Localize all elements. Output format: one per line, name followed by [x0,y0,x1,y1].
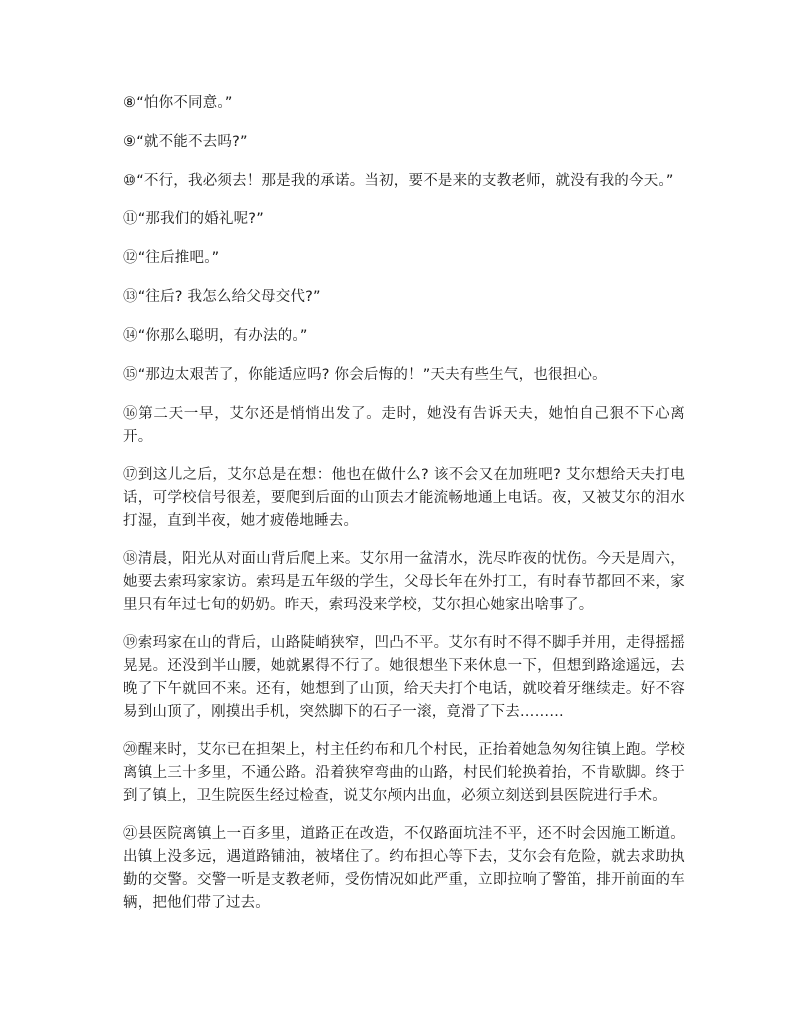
paragraph-15: ⑮“那边太艰苦了，你能适应吗? 你会后悔的！”天夫有些生气，也很担心。 [123,367,607,383]
paragraph-14: ⑭“你那么聪明，有办法的。” [123,328,308,344]
paragraph-9: ⑨“就不能不去吗?” [123,134,248,150]
paragraph-8: ⑧“怕你不同意。” [123,95,233,111]
paragraph-16: ⑯第二天一早，艾尔还是悄悄出发了。走时，她没有告诉天夫，她怕自己狠不下心离开。 [123,406,685,445]
paragraph-10: ⑩“不行，我必须去！那是我的承诺。当初，要不是来的支教老师，就没有我的今天。” [123,173,674,189]
paragraph-20: ⑳醒来时，艾尔已在担架上，村主任约布和几个村民，正抬着她急匆匆往镇上跑。学校离镇上三十多里，不通公路。沿着狭窄弯曲的山路，村民们轮换着抬，不肯歇脚。终于到了镇上，卫生院医生经过检查，说艾尔颅内出血，必须立刻送到县医院进行手术。 [123,742,685,804]
paragraph-19: ⑲索玛家在山的背后，山路陡峭狭窄，凹凸不平。艾尔有时不得不脚手并用，走得摇摇晃晃。还没到半山腰，她就累得不行了。她很想坐下来休息一下，但想到路途遥远，去晚了下午就回不来。还有，她想到了山顶，给天夫打个电话，就咬着牙继续走。好不容易到山顶了，刚摸出手机，突然脚下的石子一滚，竟滑了下去……… [123,635,685,720]
paragraph-18: ⑱清晨，阳光从对面山背后爬上来。艾尔用一盆清水，洗尽昨夜的忧伤。今天是周六，她要去索玛家家访。索玛是五年级的学生，父母长年在外打工，有时春节都回不来，家里只有年过七旬的奶奶。昨天，索玛没来学校，艾尔担心她家出啥事了。 [123,551,685,613]
document-body [123,92,685,930]
paragraph-21: ㉑县医院离镇上一百多里，道路正在改造，不仅路面坑洼不平，还不时会因施工断道。出镇上没多远，遇道路铺油，被堵住了。约布担心等下去，艾尔会有危险，就去求助执勤的交警。交警一听是支教老师，受伤情况如此严重，立即拉响了警笛，排开前面的车辆，把他们带了过去。 [123,826,685,911]
paragraph-13: ⑬“往后? 我怎么给父母交代?” [123,289,321,305]
paragraph-12: ⑫“往后推吧。” [123,250,220,266]
paragraph-11: ⑪“那我们的婚礼呢?” [123,211,264,227]
paragraph-17: ⑰到这儿之后，艾尔总是在想：他也在做什么? 该不会又在加班吧? 艾尔想给天夫打电话，可学校信号很差，要爬到后面的山顶去才能流畅地通上电话。夜，又被艾尔的泪水打湿，直到半夜，她才疲倦地睡去。 [123,467,685,529]
